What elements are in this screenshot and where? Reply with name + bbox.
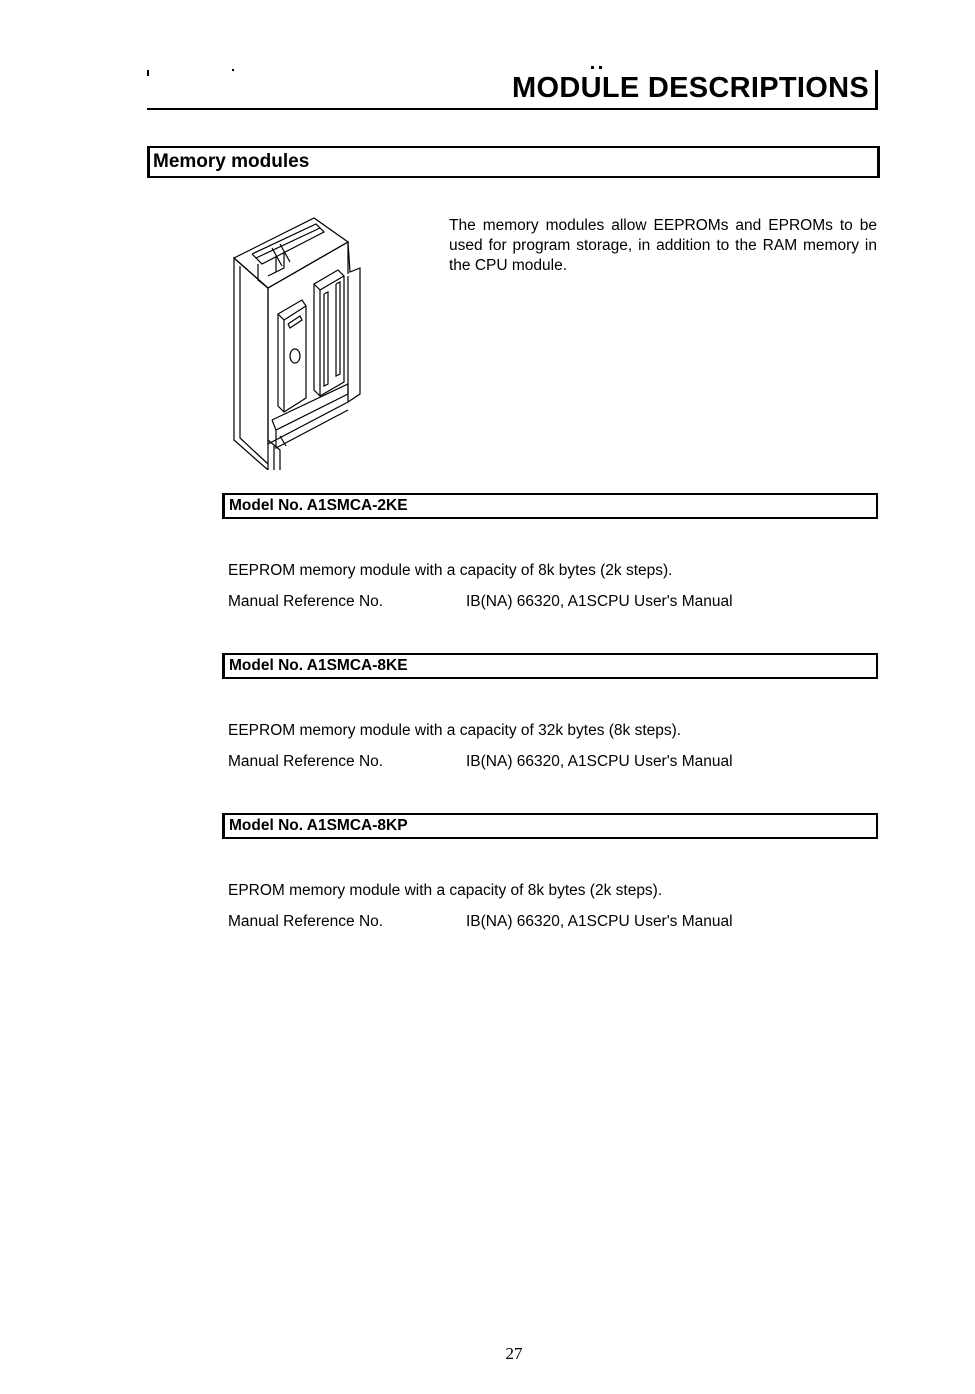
model-heading-box	[222, 493, 878, 519]
page-title: MODULE DESCRIPTIONS	[512, 72, 869, 104]
memory-module-illustration	[228, 214, 368, 470]
page-number: 27	[505, 1344, 523, 1363]
manual-reference-label: Manual Reference No.	[228, 593, 384, 610]
scan-speck	[591, 66, 594, 69]
model-description: EEPROM memory module with a capacity of 32k bytes (8k steps).	[228, 722, 682, 739]
section-heading-bar	[147, 146, 880, 178]
manual-reference-label: Manual Reference No.	[228, 753, 384, 770]
model-heading-box	[222, 653, 878, 679]
intro-paragraph: The memory modules allow EEPROMs and EPROMs to be used for program storage, in addition to the RAM memory in the CPU module.	[449, 217, 877, 274]
model-heading-label: Model No. A1SMCA-8KP	[229, 817, 408, 834]
manual-reference-label: Manual Reference No.	[228, 913, 384, 930]
section-title: Memory modules	[153, 151, 310, 172]
model-description: EPROM memory module with a capacity of 8k bytes (2k steps).	[228, 882, 663, 899]
model-heading-box	[222, 813, 878, 839]
scan-speck	[599, 66, 602, 69]
manual-reference-value: IB(NA) 66320, A1SCPU User's Manual	[466, 913, 733, 930]
manual-reference-value: IB(NA) 66320, A1SCPU User's Manual	[466, 753, 733, 770]
model-heading-label: Model No. A1SMCA-2KE	[229, 497, 408, 514]
model-description: EEPROM memory module with a capacity of 8k bytes (2k steps).	[228, 562, 673, 579]
page-header	[147, 70, 878, 110]
model-heading-label: Model No. A1SMCA-8KE	[229, 657, 408, 674]
manual-reference-value: IB(NA) 66320, A1SCPU User's Manual	[466, 593, 733, 610]
